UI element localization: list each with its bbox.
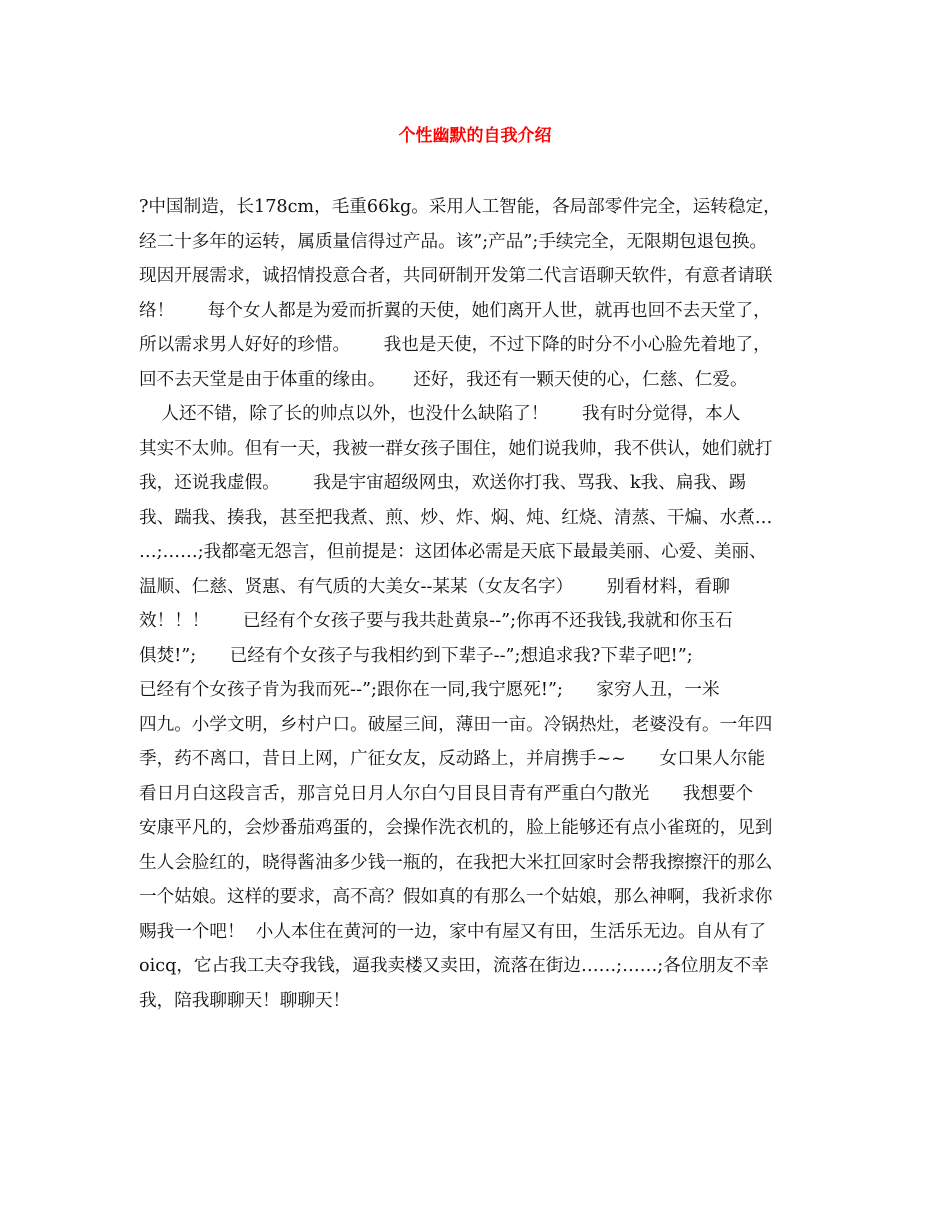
body-line: 看日月白这段言舌，那言兑日月人尔白勺目艮目青有严重白勺散光 我想要个 (139, 783, 754, 804)
body-line: 四九。小学文明，乡村户口。破屋三间，薄田一亩。冷锅热灶，老婆没有。一年四 (139, 714, 773, 735)
body-line: 赐我一个吧！ 小人本住在黄河的一边，家中有屋又有田，生活乐无边。自从有了 (139, 921, 766, 942)
body-line: 我、踹我、揍我，甚至把我煮、煎、炒、炸、焖、炖、红烧、清蒸、干煸、水煮… (139, 507, 773, 528)
body-line: 俱焚!”; 已经有个女孩子与我相约到下辈子--”;想追求我?下辈子吧!”; (139, 645, 693, 666)
body-line: 络！ 每个女人都是为爱而折翼的天使，她们离开人世，就再也回不去天堂了， (139, 300, 771, 321)
document-body (139, 190, 829, 1018)
body-line: 我，陪我聊聊天！聊聊天！ (139, 990, 351, 1011)
body-line: 经二十多年的运转，属质量信得过产品。该”;产品”;手续完全，无限期包退包换。 (139, 231, 768, 252)
body-line: 效！！！ 已经有个女孩子要与我共赴黄泉--”;你再不还我钱,我就和你玉石 (139, 611, 733, 631)
body-line: 回不去天堂是由于体重的缘由。 还好，我还有一颗天使的心，仁慈、仁爱。 (139, 369, 748, 390)
body-line: 所以需求男人好好的珍惜。 我也是天使，不过下降的时分不小心脸先着地了， (139, 335, 771, 355)
body-line: 已经有个女孩子肯为我而死--”;跟你在一同,我宁愿死!”; 家穷人丑，一米 (139, 680, 720, 700)
body-line: 安康平凡的，会炒番茄鸡蛋的，会操作洗衣机的，脸上能够还有点小雀斑的，见到 (139, 818, 773, 838)
body-line: 温顺、仁慈、贤惠、有气质的大美女--某某（女友名字） 别看材料，看聊 (139, 576, 730, 597)
body-line: oicq，它占我工夫夺我钱，逼我卖楼又卖田，流落在街边……;……;各位朋友不幸 (139, 956, 769, 976)
body-line: 其实不太帅。但有一天，我被一群女孩子围住，她们说我帅，我不供认，她们就打 (139, 438, 773, 459)
body-line: 现因开展需求，诚招情投意合者，共同研制开发第二代言语聊天软件，有意者请联 (139, 266, 773, 286)
body-line: 生人会脸红的，晓得酱油多少钱一瓶的，在我把大米扛回家时会帮我擦擦汗的那么 (139, 852, 773, 873)
body-line: ?中国制造，长178cm，毛重66kg。采用人工智能，各局部零件完全，运转稳定， (139, 197, 781, 217)
body-line: 我，还说我虚假。 我是宇宙超级网虫，欢送你打我、骂我、k我、扁我、踢 (139, 473, 747, 493)
body-line: 人还不错，除了长的帅点以外，也没什么缺陷了！ 我有时分觉得，本人 (139, 404, 741, 424)
body-line: 一个姑娘。这样的要求，高不高？假如真的有那么一个姑娘，那么神啊，我祈求你 (139, 887, 773, 907)
body-line: 季，药不离口，昔日上网，广征女友，反动路上，并肩携手~~ 女口果人尔能 (139, 749, 766, 769)
body-line: …;……;我都毫无怨言，但前提是：这团体必需是天底下最最美丽、心爱、美丽、 (139, 542, 767, 562)
document-title: 个性幽默的自我介绍 (398, 126, 552, 146)
